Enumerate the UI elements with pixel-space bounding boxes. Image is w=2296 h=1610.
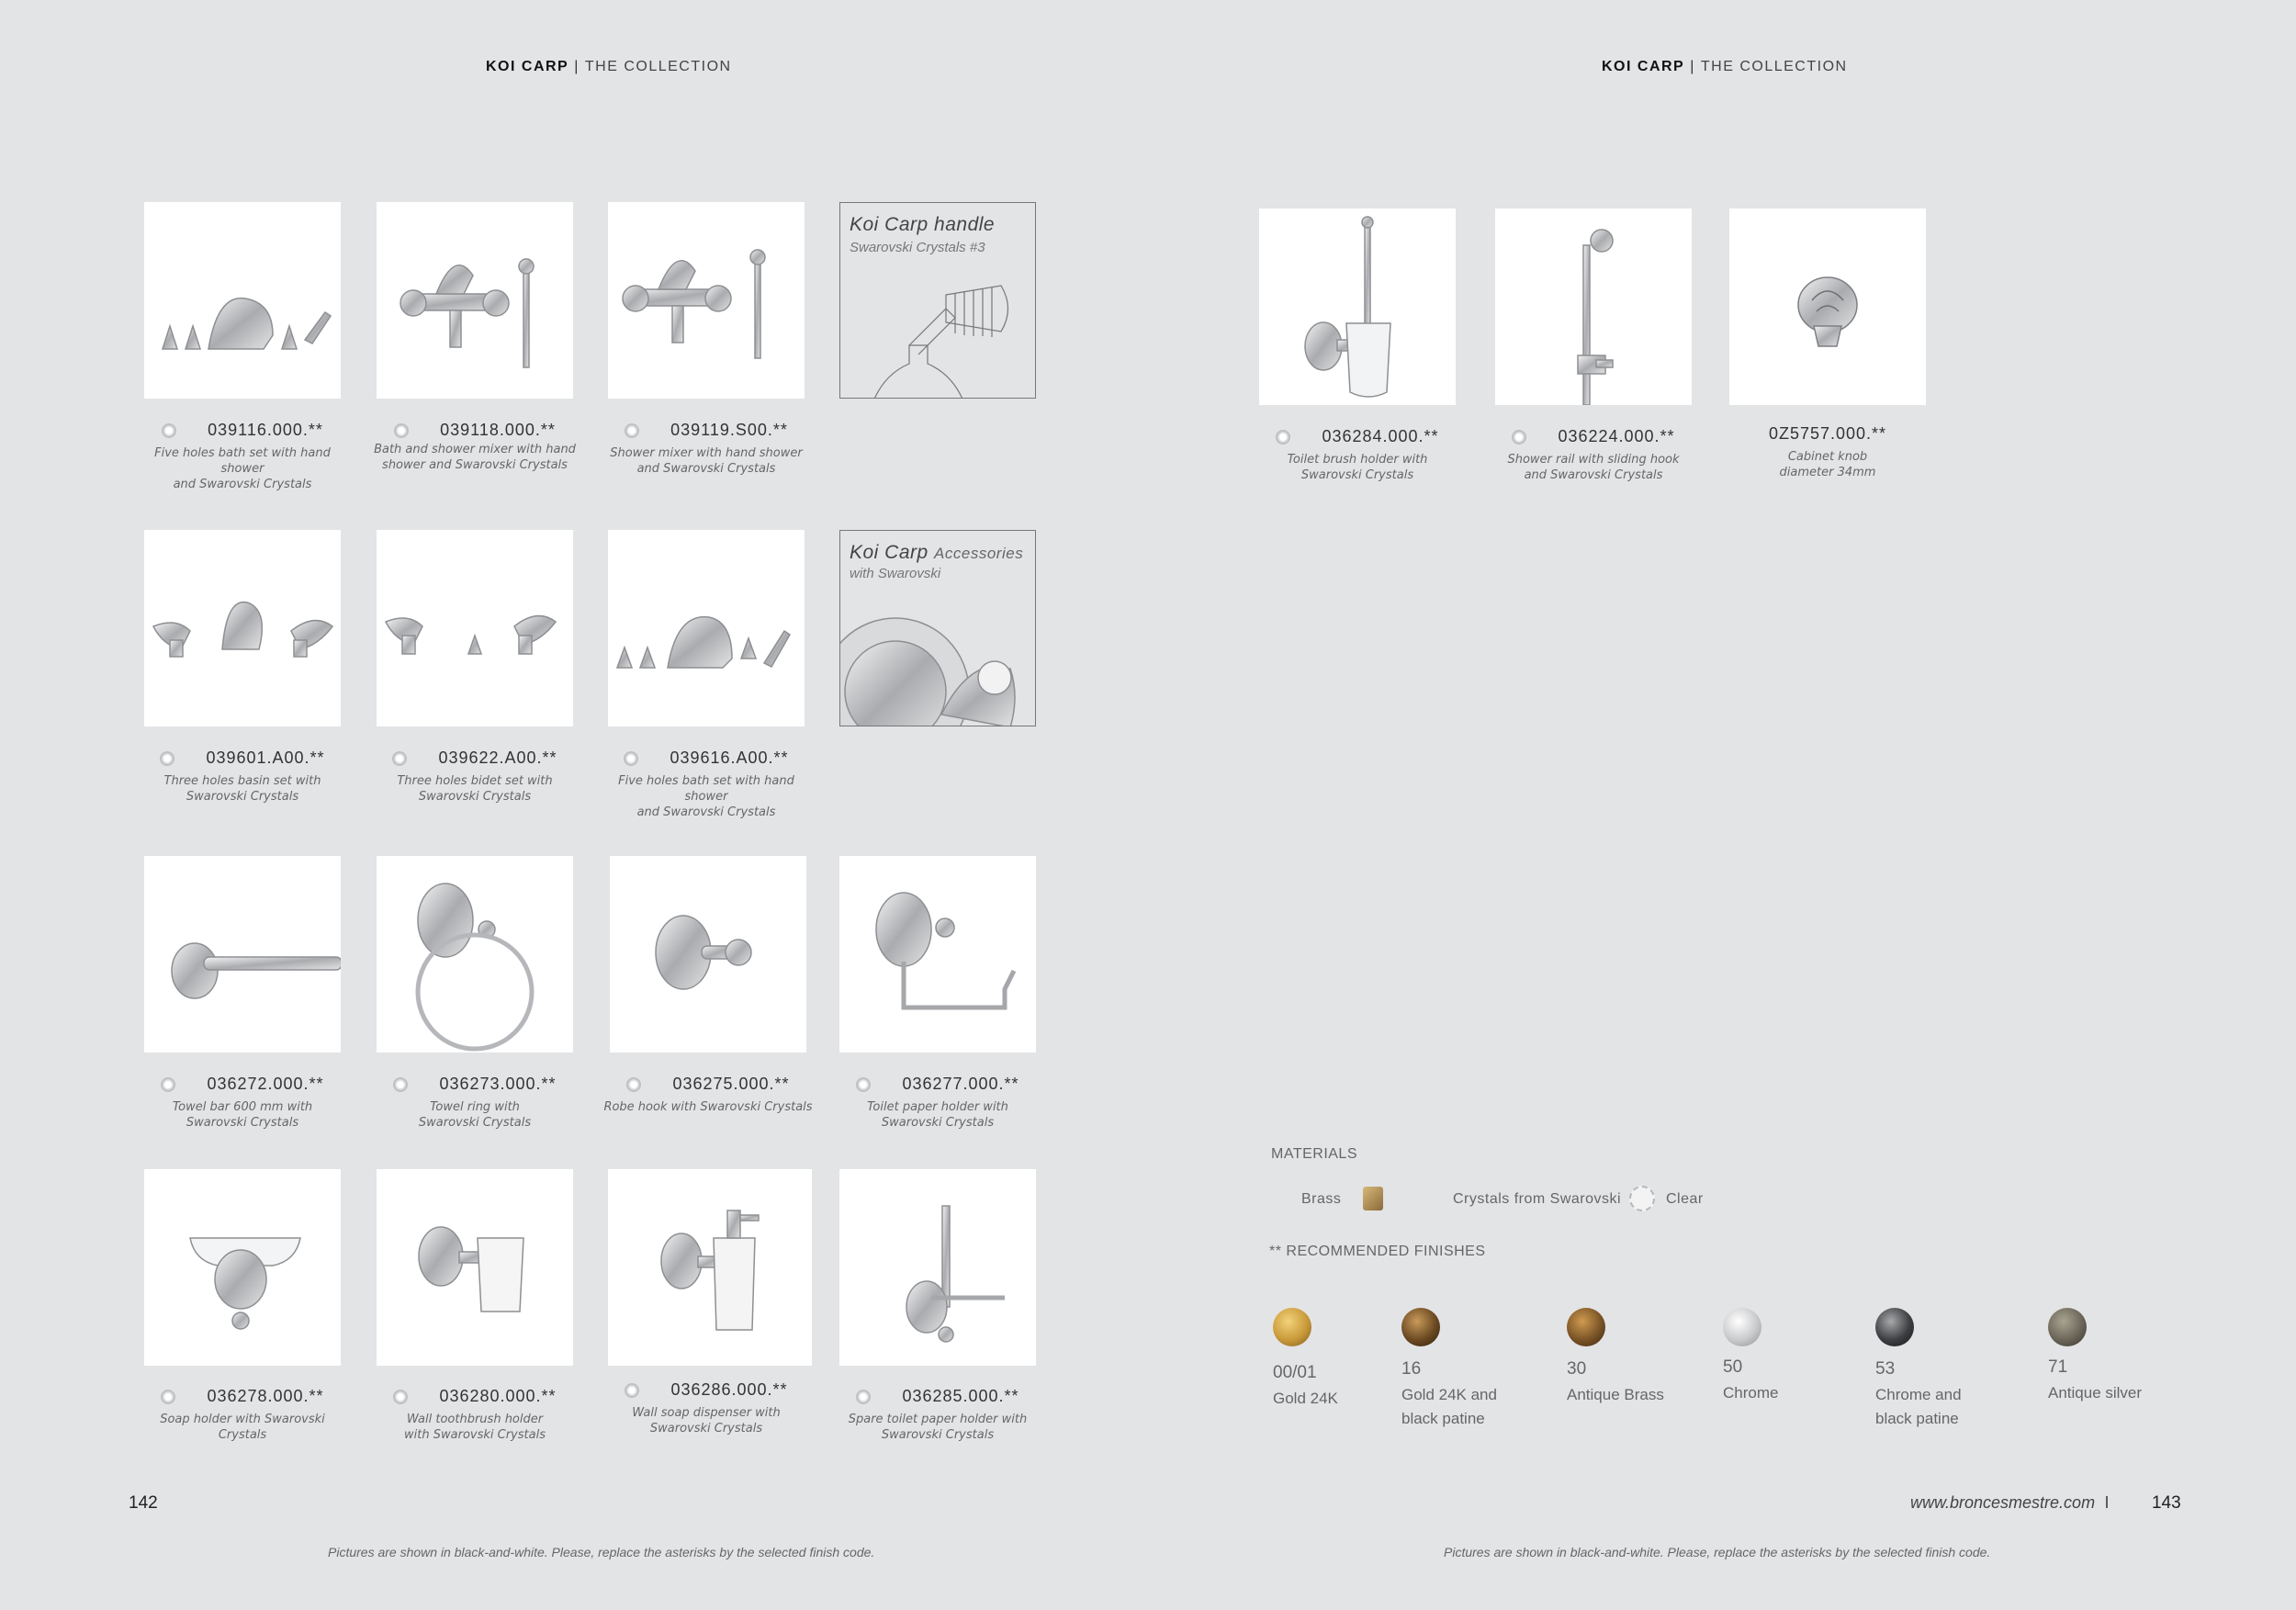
finish-radio[interactable] xyxy=(624,751,638,766)
material-brass-label: Brass xyxy=(1301,1191,1342,1207)
materials-heading: MATERIALS xyxy=(1271,1146,1357,1162)
product-image[interactable] xyxy=(144,856,341,1053)
product-image[interactable] xyxy=(144,530,341,726)
finish-radio[interactable] xyxy=(1512,430,1526,445)
finish-item[interactable] xyxy=(1401,1308,1497,1431)
cabinet-knob-icon xyxy=(1729,208,1926,405)
product-description: Wall soap dispenser with Swarovski Crystals xyxy=(632,1406,781,1435)
product-image[interactable] xyxy=(1259,208,1456,405)
product-description: Five holes bath set with hand shower and Swarovski Crystals xyxy=(154,446,331,491)
crystal-swatch-icon xyxy=(1629,1186,1655,1211)
product-description: Spare toilet paper holder with Swarovski Crystals xyxy=(848,1413,1028,1442)
product-image[interactable] xyxy=(608,1169,812,1366)
product-code: 036273.000.** xyxy=(439,1075,557,1093)
finishes-heading: ** RECOMMENDED FINISHES xyxy=(1269,1244,1486,1259)
product-description: Cabinet knob diameter 34mm xyxy=(1779,450,1876,479)
product-description: Bath and shower mixer with hand shower and Swarovski Crystals xyxy=(374,443,576,472)
product-caption xyxy=(602,1380,811,1436)
finish-item[interactable] xyxy=(1567,1308,1664,1407)
product-code: 036277.000.** xyxy=(902,1075,1019,1093)
bath-set-icon xyxy=(144,202,341,399)
feature-koi-carp-handle xyxy=(839,202,1036,399)
toothbrush-holder-icon xyxy=(377,1169,573,1366)
product-caption xyxy=(602,421,811,477)
finish-name: Chrome xyxy=(1723,1384,1779,1402)
product-caption xyxy=(833,1387,1042,1443)
finish-item[interactable] xyxy=(2048,1308,2142,1405)
finish-code: 71 xyxy=(2048,1357,2068,1377)
header-collection: THE COLLECTION xyxy=(1700,59,1848,74)
finish-code: 50 xyxy=(1723,1357,1743,1377)
product-image[interactable] xyxy=(839,1169,1036,1366)
product-description: Shower rail with sliding hook and Swarovski Crystals xyxy=(1507,453,1680,482)
finish-radio[interactable] xyxy=(625,1383,639,1398)
feature-title-suffix: Accessories xyxy=(934,545,1024,562)
product-image[interactable] xyxy=(1495,208,1692,405)
footnote-right: Pictures are shown in black-and-white. Please, replace the asterisks by the selected finish code. xyxy=(1444,1545,1991,1559)
finish-name: Gold 24K and black patine xyxy=(1401,1386,1497,1427)
finish-radio[interactable] xyxy=(625,423,639,438)
product-image[interactable] xyxy=(377,202,573,399)
finish-swatch xyxy=(1401,1308,1440,1346)
product-caption xyxy=(138,1075,347,1131)
product-image[interactable] xyxy=(1729,208,1926,405)
feature-title-main: Koi Carp xyxy=(850,542,929,563)
finish-radio[interactable] xyxy=(393,1390,408,1404)
product-image[interactable] xyxy=(608,202,805,399)
robe-hook-icon xyxy=(610,856,806,1053)
finish-item[interactable] xyxy=(1875,1308,1962,1431)
product-caption xyxy=(833,1075,1042,1131)
finish-swatch xyxy=(1567,1308,1605,1346)
product-description: Shower mixer with hand shower and Swarovski Crystals xyxy=(610,446,803,476)
feature-title: Koi Carp handle xyxy=(850,214,996,235)
finish-radio[interactable] xyxy=(856,1077,871,1092)
handle-drawing-icon xyxy=(840,203,1036,399)
product-code: 036224.000.** xyxy=(1558,427,1675,445)
finish-swatch xyxy=(1273,1308,1311,1346)
page-header-right xyxy=(1602,59,1848,75)
product-image[interactable] xyxy=(377,1169,573,1366)
product-description: Towel bar 600 mm with Swarovski Crystals xyxy=(172,1100,313,1130)
shower-mixer-icon xyxy=(377,202,573,399)
product-code: 036278.000.** xyxy=(207,1387,324,1405)
product-caption xyxy=(138,749,347,805)
page-header-left xyxy=(486,59,732,75)
finish-swatch xyxy=(2048,1308,2087,1346)
soap-holder-icon xyxy=(144,1169,341,1366)
towel-bar-icon xyxy=(144,856,341,1053)
feature-subtitle: with Swarovski xyxy=(850,566,941,581)
bidet-set-icon xyxy=(377,530,573,726)
finish-radio[interactable] xyxy=(162,423,176,438)
product-image[interactable] xyxy=(377,856,573,1053)
product-description: Soap holder with Swarovski Crystals xyxy=(160,1413,325,1442)
shower-rail-icon xyxy=(1495,208,1692,405)
finish-radio[interactable] xyxy=(160,751,174,766)
bath-set-icon xyxy=(608,530,805,726)
header-brand: KOI CARP xyxy=(1602,59,1685,74)
product-image[interactable] xyxy=(144,1169,341,1366)
paper-holder-icon xyxy=(839,856,1036,1053)
product-image[interactable] xyxy=(377,530,573,726)
finish-name: Gold 24K xyxy=(1273,1390,1338,1407)
material-clear-label: Clear xyxy=(1666,1191,1704,1207)
header-separator: | xyxy=(574,59,580,74)
finish-swatch xyxy=(1875,1308,1914,1346)
product-code: 039601.A00.** xyxy=(206,749,325,767)
soap-dispenser-icon xyxy=(608,1169,812,1366)
finish-name: Antique Brass xyxy=(1567,1386,1664,1403)
finish-radio[interactable] xyxy=(856,1390,871,1404)
finish-item[interactable] xyxy=(1723,1308,1778,1405)
toilet-brush-icon xyxy=(1259,208,1456,405)
header-separator: | xyxy=(1690,59,1695,74)
product-caption xyxy=(138,1387,347,1443)
product-code: 036272.000.** xyxy=(207,1075,324,1093)
product-description: Toilet paper holder with Swarovski Crystals xyxy=(867,1100,1008,1130)
footnote-left: Pictures are shown in black-and-white. Please, replace the asterisks by the selected finish code. xyxy=(328,1545,875,1559)
page-footer-right xyxy=(1910,1493,2181,1514)
product-code: 039116.000.** xyxy=(208,421,323,439)
page-number-left: 142 xyxy=(129,1493,158,1513)
finish-name: Antique silver xyxy=(2048,1384,2143,1402)
finish-name: Chrome and black patine xyxy=(1875,1386,1962,1427)
product-caption xyxy=(370,421,580,473)
finish-radio[interactable] xyxy=(394,423,409,438)
product-caption xyxy=(1489,427,1698,483)
product-description: Three holes bidet set with Swarovski Crystals xyxy=(397,774,553,804)
product-code: 039118.000.** xyxy=(440,421,556,439)
finish-item[interactable] xyxy=(1273,1308,1338,1411)
product-code: 0Z5757.000.** xyxy=(1768,424,1887,443)
product-code: 036280.000.** xyxy=(439,1387,557,1405)
product-description: Robe hook with Swarovski Crystals xyxy=(603,1100,813,1114)
towel-ring-icon xyxy=(377,856,573,1053)
header-collection: THE COLLECTION xyxy=(584,59,732,74)
feature-koi-carp-accessories xyxy=(839,530,1036,726)
product-image[interactable] xyxy=(839,856,1036,1053)
page-number-right: 143 xyxy=(2151,1493,2181,1513)
product-caption xyxy=(138,421,347,492)
product-description: Towel ring with Swarovski Crystals xyxy=(418,1100,532,1130)
finish-radio[interactable] xyxy=(1276,430,1290,445)
product-image[interactable] xyxy=(610,856,806,1053)
finish-code: 30 xyxy=(1567,1359,1587,1379)
product-caption xyxy=(370,1075,580,1131)
product-code: 039119.S00.** xyxy=(670,421,788,439)
product-image[interactable] xyxy=(144,202,341,399)
product-code: 036286.000.** xyxy=(670,1380,788,1399)
finish-radio[interactable] xyxy=(393,1077,408,1092)
product-description: Three holes basin set with Swarovski Crystals xyxy=(163,774,321,804)
basin-set-icon xyxy=(144,530,341,726)
product-caption xyxy=(1253,427,1462,483)
feature-subtitle: Swarovski Crystals #3 xyxy=(850,240,985,255)
product-caption xyxy=(370,1387,580,1443)
product-description: Wall toothbrush holder with Swarovski Crystals xyxy=(404,1413,546,1442)
product-code: 039622.A00.** xyxy=(438,749,557,767)
product-code: 036275.000.** xyxy=(672,1075,790,1093)
finish-radio[interactable] xyxy=(161,1390,175,1404)
header-brand: KOI CARP xyxy=(486,59,569,74)
product-code: 039616.A00.** xyxy=(670,749,789,767)
product-caption xyxy=(602,749,811,820)
finish-radio[interactable] xyxy=(161,1077,175,1092)
finish-code: 53 xyxy=(1875,1359,1896,1379)
product-code: 036284.000.** xyxy=(1322,427,1439,445)
spare-paper-holder-icon xyxy=(839,1169,1036,1366)
product-description: Five holes bath set with hand shower and Swarovski Crystals xyxy=(618,774,794,819)
material-crystals-label: Crystals from Swarovski xyxy=(1453,1191,1622,1207)
finish-code: 16 xyxy=(1401,1359,1422,1379)
product-caption xyxy=(370,749,580,805)
product-image[interactable] xyxy=(608,530,805,726)
accessory-closeup-icon xyxy=(840,531,1036,726)
footer-separator: I xyxy=(2104,1493,2110,1512)
finish-swatch xyxy=(1723,1308,1761,1346)
product-caption xyxy=(1723,424,1932,480)
brass-swatch-icon xyxy=(1363,1187,1383,1210)
finish-radio[interactable] xyxy=(392,751,407,766)
product-description: Toilet brush holder with Swarovski Crystals xyxy=(1287,453,1428,482)
shower-mixer-icon xyxy=(608,202,805,399)
finish-code: 00/01 xyxy=(1273,1363,1317,1382)
product-code: 036285.000.** xyxy=(902,1387,1019,1405)
product-caption xyxy=(603,1075,813,1115)
website-link[interactable]: www.broncesmestre.com xyxy=(1910,1493,2096,1512)
finish-radio[interactable] xyxy=(626,1077,641,1092)
